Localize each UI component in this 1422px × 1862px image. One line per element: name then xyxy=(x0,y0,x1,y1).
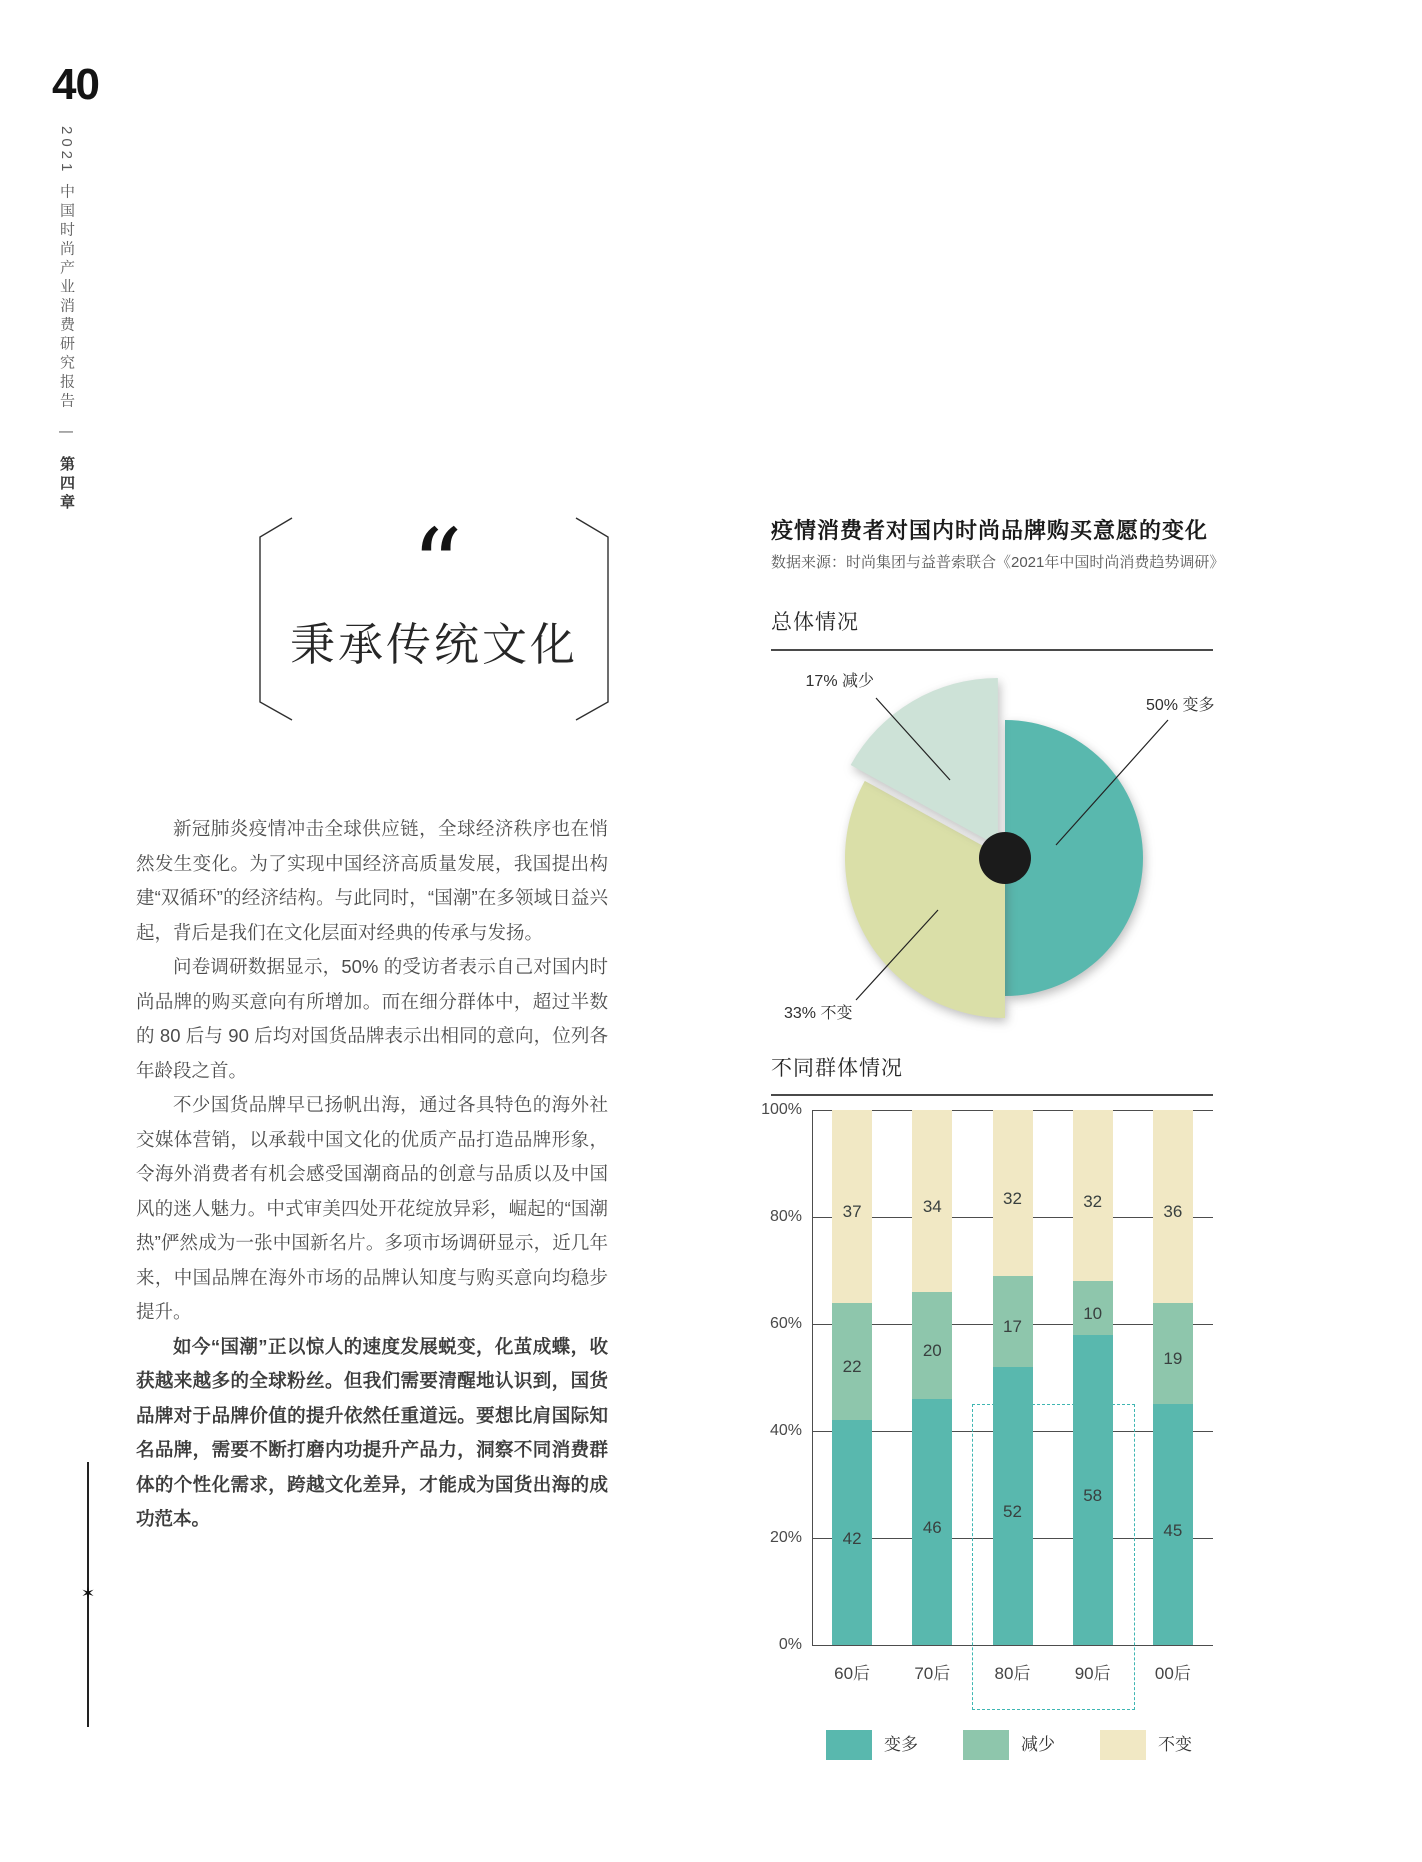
legend-swatch-decrease xyxy=(963,1730,1009,1760)
paragraph-3: 不少国货品牌早已扬帆出海，通过各具特色的海外社交媒体营销，以承载中国文化的优质产品打造品牌形象，令海外消费者有机会感受国潮商品的创意与品质以及中国风的迷人魅力。中式审美四处开花绽放异彩，崛起的“国潮热”俨然成为一张中国新名片。多项市场调研显示，近几年来，中国品牌在海外市场的品牌认知度与购买意向均稳步提升。 xyxy=(136,1094,608,1322)
figure-source: 数据来源：时尚集团与益普索联合《2021年中国时尚消费趋势调研》 xyxy=(771,554,1225,571)
section-overall-heading: 总体情况 xyxy=(771,611,859,634)
paragraph-4: 如今“国潮”正以惊人的速度发展蜕变，化茧成蝶，收获越来越多的全球粉丝。但我们需要清醒地认识到，国货品牌对于品牌价值的提升依然任重道远。要想比肩国际知名品牌，需要不断打磨内功提升产品力，洞察不同消费群体的个性化需求，跨越文化差异，才能成为国货出海的成功范本。 xyxy=(136,1335,608,1529)
bar-value-label: 37 xyxy=(842,1202,862,1222)
bar-value-label: 58 xyxy=(1083,1485,1103,1505)
figure-title: 疫情消费者对国内时尚品牌购买意愿的变化 xyxy=(771,518,1209,543)
bar-value-label: 45 xyxy=(1163,1520,1183,1540)
bar-value-label: 32 xyxy=(1003,1188,1022,1208)
bar-value-label: 22 xyxy=(842,1357,862,1377)
paragraph-2: 问卷调研数据显示，50% 的受访者表示自己对国内时尚品牌的购买意向有所增加。而在细分群体中，超过半数的 80 后与 90 后均对国货品牌表示出相同的意向，位列各年龄段之首。 xyxy=(136,956,608,1081)
pie-annotation-increase: 50% 变多 xyxy=(1146,697,1215,714)
bar-value-label: 42 xyxy=(842,1528,862,1548)
section-groups-heading: 不同群体情况 xyxy=(771,1057,903,1080)
legend-swatch-increase xyxy=(826,1730,872,1760)
x-category-label: 90后 xyxy=(1074,1664,1111,1683)
x-category-label: 60后 xyxy=(834,1664,871,1683)
y-tick-label: 80% xyxy=(769,1208,802,1225)
legend-label-increase: 变多 xyxy=(884,1735,918,1754)
pie-chart xyxy=(770,650,1240,1070)
article-text xyxy=(136,812,608,1537)
pie-annotation-decrease: 17% 减少 xyxy=(805,673,874,690)
bar-value-label: 10 xyxy=(1083,1303,1103,1323)
sidebar-vertical-title xyxy=(56,126,77,556)
quote-text: 秉承传统文化 xyxy=(289,618,578,671)
bar-value-label: 52 xyxy=(1003,1501,1022,1521)
bar-chart xyxy=(755,1095,1255,1815)
legend-swatch-unchanged xyxy=(1100,1730,1146,1760)
y-tick-label: 0% xyxy=(778,1636,802,1653)
bar-value-label: 19 xyxy=(1163,1349,1183,1369)
y-tick-label: 60% xyxy=(769,1315,802,1332)
pie-annotation-unchanged: 33% 不变 xyxy=(784,1005,853,1022)
bar-value-label: 17 xyxy=(1003,1317,1022,1337)
page-number: 40 xyxy=(52,60,99,109)
paragraph-1: 新冠肺炎疫情冲击全球供应链，全球经济秩序也在悄然发生变化。为了实现中国经济高质量发展，我国提出构建“双循环”的经济结构。与此同时，“国潮”在多领域日益兴起，背后是我们在文化层面对经典的传承与发扬。 xyxy=(136,818,608,943)
sidebar-chapter: 第四章 xyxy=(58,455,75,513)
sidebar-divider: | xyxy=(58,429,75,438)
bar-value-label: 46 xyxy=(922,1517,942,1537)
sidebar-report-title: 2021 中国时尚产业消费研究报告 xyxy=(58,126,75,412)
y-tick-label: 20% xyxy=(769,1529,802,1546)
legend-label-unchanged: 不变 xyxy=(1158,1735,1192,1754)
legend-label-decrease: 减少 xyxy=(1021,1735,1055,1754)
y-tick-label: 40% xyxy=(769,1422,802,1439)
sparkle-star-icon: ✶ xyxy=(80,1584,96,1603)
bar-value-label: 36 xyxy=(1163,1202,1183,1222)
bar-value-label: 20 xyxy=(922,1341,942,1361)
x-category-label: 70后 xyxy=(914,1664,951,1683)
x-category-label: 80后 xyxy=(994,1664,1031,1683)
pie-center-dot xyxy=(979,832,1031,884)
quote-icon: “ xyxy=(411,507,463,624)
bar-value-label: 32 xyxy=(1083,1191,1103,1211)
y-tick-label: 100% xyxy=(761,1101,802,1118)
y-axis-line xyxy=(812,1110,813,1645)
x-category-label: 00后 xyxy=(1154,1664,1191,1683)
bar-value-label: 34 xyxy=(922,1196,942,1216)
